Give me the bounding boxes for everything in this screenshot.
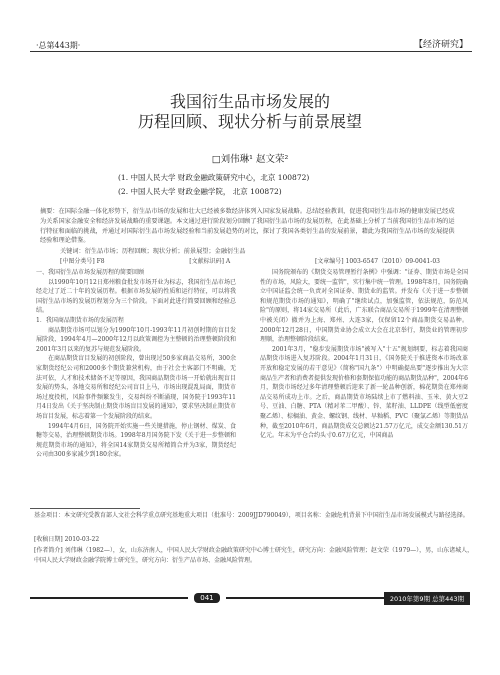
keywords: 关键词：衍生品市场；历程回顾；现状分析；前景展望；金融衍生品 [60, 248, 246, 255]
body-column-left [36, 268, 236, 460]
author-bio: [作者简介] 刘伟琳（1982—），女，山东济南人，中国人民大学财政金融政策研究中心博士研究生，研究方向：金融风险管理；赵文荣（1979—），男，山东诸城人，中国人民大学财政金融学院博士研究生，研究方向：衍生产品市场、金融风险管理。 [34, 547, 474, 564]
body-paragraph: 在商品期货盲目发展的初创阶段，曾出现过50多家商品交易所，300余家期货经纪公司和2000多个期货兼营机构，由于社会主客部门不明确，无法可依，人才和技术储备不足等原因，我国商品期货市场一开始就出现盲目发展的势头，各地交易所和经纪公司盲目上马，市场出现混乱局面，期货市场过度投机，风险事件频繁发生，交易纠纷不断涌现，国务院于1993年11月4日发出《关于坚决制止期货市场盲目发展的通知》，要求坚决制止期货市场盲目发展，标志着第一个发展阶段的结束。 [36, 355, 236, 420]
body-paragraph: 以1990年10月12日郑州粮食批发市场开业为标志，我国衍生品市场已经走过了近二十年的发展历程。根据市场发展的性质和运行特征，可以将我国衍生品市场的发展历程划分为三个阶段。下面对此进行简要回顾和经验总结。 [36, 278, 236, 315]
article-title-line1: 我国衍生品市场发展的 [169, 92, 330, 111]
page-footer [30, 592, 470, 604]
fund-footnote: 基金项目：本文研究受教育部人文社会科学重点研究基地重大项目（批准号：2009JJD790049），项目名称：金融危机背景下中国衍生品市场发展模式与路径选择。 [34, 512, 469, 519]
footer-rule [226, 597, 384, 599]
journal-issue-number: ·总第443期· [36, 41, 81, 50]
page-number: 041 [194, 593, 219, 603]
article-title-line2: 历程回顾、现状分析与前景展望 [137, 112, 362, 131]
classification-line [60, 256, 440, 265]
body-paragraph: 商品期货市场可以划分为1990年10月-1993年11月初创时期的盲目发展阶段、1994年4月—2000年12月以政策调控为主整顿的治理整顿阶段和2001年3月以来的复苏与规范发展阶段。 [36, 326, 236, 353]
abstract: 摘要：在国际金融一体化形势下，衍生品市场的发展和壮大已经被多数经济体列入国家发展战略。总结经验教训，促进我国衍生品市场的健康发展已经成为关系国家金融安全和经济发展战略的重要课题。本文通过进行阶段划分回顾了我国衍生品市场的发展历程，在此基础上分析了当前我国衍生品市场的运行特征和面临的挑战，并通过对国际衍生品市场发展经验和当前发展趋势的对比，探讨了我国各类衍生品的发展前景，藉此为我国衍生品市场的发展提供经验和理论借鉴。 [40, 208, 455, 245]
affiliation-2: (2. 中国人民大学 财政金融学院， 北京 100872) [118, 187, 282, 196]
body-column-right [260, 268, 468, 441]
header-rule [30, 51, 472, 52]
article-number: [文章编号] 1003-6547（2010）09-0041-03 [314, 258, 440, 265]
issue-label: 2010年第9期 总第443期 [384, 592, 470, 605]
subsection-heading: 1．我国商品期货市场的发展历程 [36, 316, 124, 324]
body-paragraph: 国务院颁布的《期货交易管理暂行条例》中强调："证券、期货市场是全国性的市场，风险大，要统一监管"，实行集中统一管理。1998年8月，国务院确立中国证监会统一负责对全国证券、期货业的监管。并发布《关于进一步整顿和规范期货市场的通知》，明确了"继续试点，加强监管，依法规范，防范风险"的原则，将14家交易所（此后，广东联合商品交易所于1999年在清理整顿中被关闭）撤并为上海、郑州、大连3家，仅保留12个商品期货交易品种。2000年12月28日，中国期货业协会成立大会在北京举行，期货业的管理初步理顺，治理整顿阶段结束。 [260, 269, 468, 344]
body-paragraph: 1994年4月6日，国务院开始实施一些关键措施，停止钢材、煤炭、食糖等交易，治理整顿期货市场。1998年8月国务院下发《关于进一步整顿和规范期货市场的通知》，将全国14家期货交易所精简合并为3家，期货经纪公司由300多家减少到180余家。 [36, 422, 236, 459]
received-date: [收稿日期] 2010-03-22 [34, 536, 100, 543]
body-paragraph: 2001年3月，"稳步发展期货市场"被写入"十五"规划纲要，标志着我国商品期货市场进入复苏阶段。2004年1月31日，《国务院关于推进资本市场改革开放和稳定发展的若干意见》（简称"国九条"）中明确提出要"逐步推出为大宗商品生产者和消费者提供发现价格和套期保值功能的商品期货品种"，2004年6月，期货市场经过多年清理整顿后迎来了新一轮品种创新，棉花期货在郑州商品交易所成功上市。之后，商品期货市场陆续上市了燃料油、玉米、黄大豆2号、豆油、白糖、PTA（精对苯二甲酸）、锌、菜籽油、LLDPE（线型低密度聚乙烯）、棕榈油、黄金、螺纹钢、线材、早籼稻、PVC（聚氯乙烯）等期货品种，截至2010年6月，商品期货成交总额达21.57万亿元，成交金额130.51万亿元。年末为平仓合约头寸0.67万亿元，中国商品 [260, 345, 468, 440]
clc-number: [中图分类号] F8 [60, 258, 105, 265]
article-authors: □刘伟琳¹ 赵文荣² [211, 154, 289, 165]
footnote-rule [30, 508, 140, 509]
document-code: [文献标识码] A [189, 258, 231, 265]
journal-section-label: 【经济研究】 [413, 40, 468, 50]
footer-rule [30, 597, 188, 599]
section-heading: 一、我国衍生品市场发展历程的简要回顾 [36, 269, 145, 276]
affiliation-1: (1. 中国人民大学 财政金融政策研究中心，北京 100872) [118, 173, 310, 182]
